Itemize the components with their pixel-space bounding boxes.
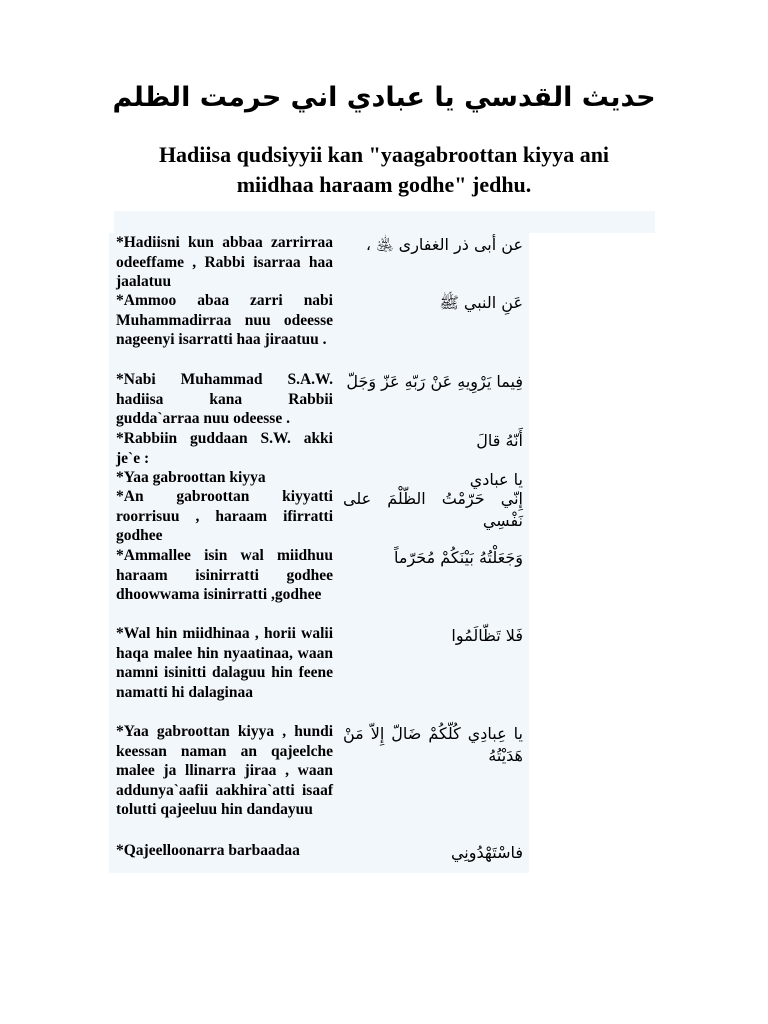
oromo-text-cell: *Hadiisni kun abbaa zarrirraa odeeffame , Rabbi isarraa haa jaalatuu <box>116 234 333 290</box>
oromo-text-cell: *Rabbiin guddaan S.W. akki je`e : <box>116 430 333 467</box>
arabic-text-cell: فَلا تَظّالَمُوا <box>451 626 523 645</box>
page-title-oromo: Hadiisa qudsiyyii kan "yaagabroottan kiyya ani miidhaa haraam godhe" jedhu. <box>158 142 610 197</box>
arabic-text-cell: فِيما يَرْوِيهِ عَنْ رَبّهِ عَزّ وَجَلّ <box>346 372 523 391</box>
arabic-text-cell: أَنّهُ قالَ <box>476 431 523 450</box>
oromo-text-cell: *Ammoo abaa zarri nabi Muhammadirraa nuu odeesse nageenyi isarratti haa jiraatuu . <box>116 292 333 348</box>
arabic-text-cell: يا عبادي <box>469 470 523 489</box>
oromo-text-cell: *An gabroottan kiyyatti roorrisuu , haraam ifirratti godhee <box>116 488 333 544</box>
page-title-arabic: حديث القدسي يا عبادي اني حرمت الظلم <box>112 82 656 113</box>
arabic-text-cell: عن أبى ذر الغفارى ﵁ ، <box>365 235 523 254</box>
oromo-text-cell: *Yaa gabroottan kiyya , hundi keessan naman an qajeelche malee ja llinarra jiraa , waan addunya`aafii aakhira`atti isaaf tolutti qajeeluu hin dandayuu <box>116 723 333 818</box>
hadith-table <box>109 233 529 873</box>
arabic-text-cell: وَجَعَلْتُهُ بَيْنَكُمْ مُحَرّماً <box>394 548 523 567</box>
oromo-text-cell: *Ammallee isin wal miidhuu haraam isinirratti godhee dhoowwama isinirratti ,godhee <box>116 547 333 603</box>
arabic-text-cell: عَنِ النبي ﷺ <box>439 293 523 312</box>
oromo-text-cell: *Wal hin miidhinaa , horii walii haqa malee hin nyaatinaa, waan namni isinitti dalaguu hin feene namatti hi dalaginaa <box>116 625 333 701</box>
arabic-text-cell: فاسْتَهْدُونِي <box>450 843 523 862</box>
oromo-text-cell: *Nabi Muhammad S.A.W. hadiisa kana Rabbii gudda`arraa nuu odeesse . <box>116 371 333 427</box>
table-header-strip <box>114 211 655 233</box>
arabic-text-cell: يا عِبادِي كُلّكُمْ ضَالّ إِلاّ مَنْ هَدَيْتُهُ <box>343 724 523 765</box>
oromo-text-cell: *Qajeelloonarra barbaadaa <box>116 842 300 859</box>
arabic-text-cell: إِنّي حَرّمْتُ الظّلْمَ على نَفْسِي <box>343 489 523 530</box>
oromo-text-cell: *Yaa gabroottan kiyya <box>116 469 266 486</box>
